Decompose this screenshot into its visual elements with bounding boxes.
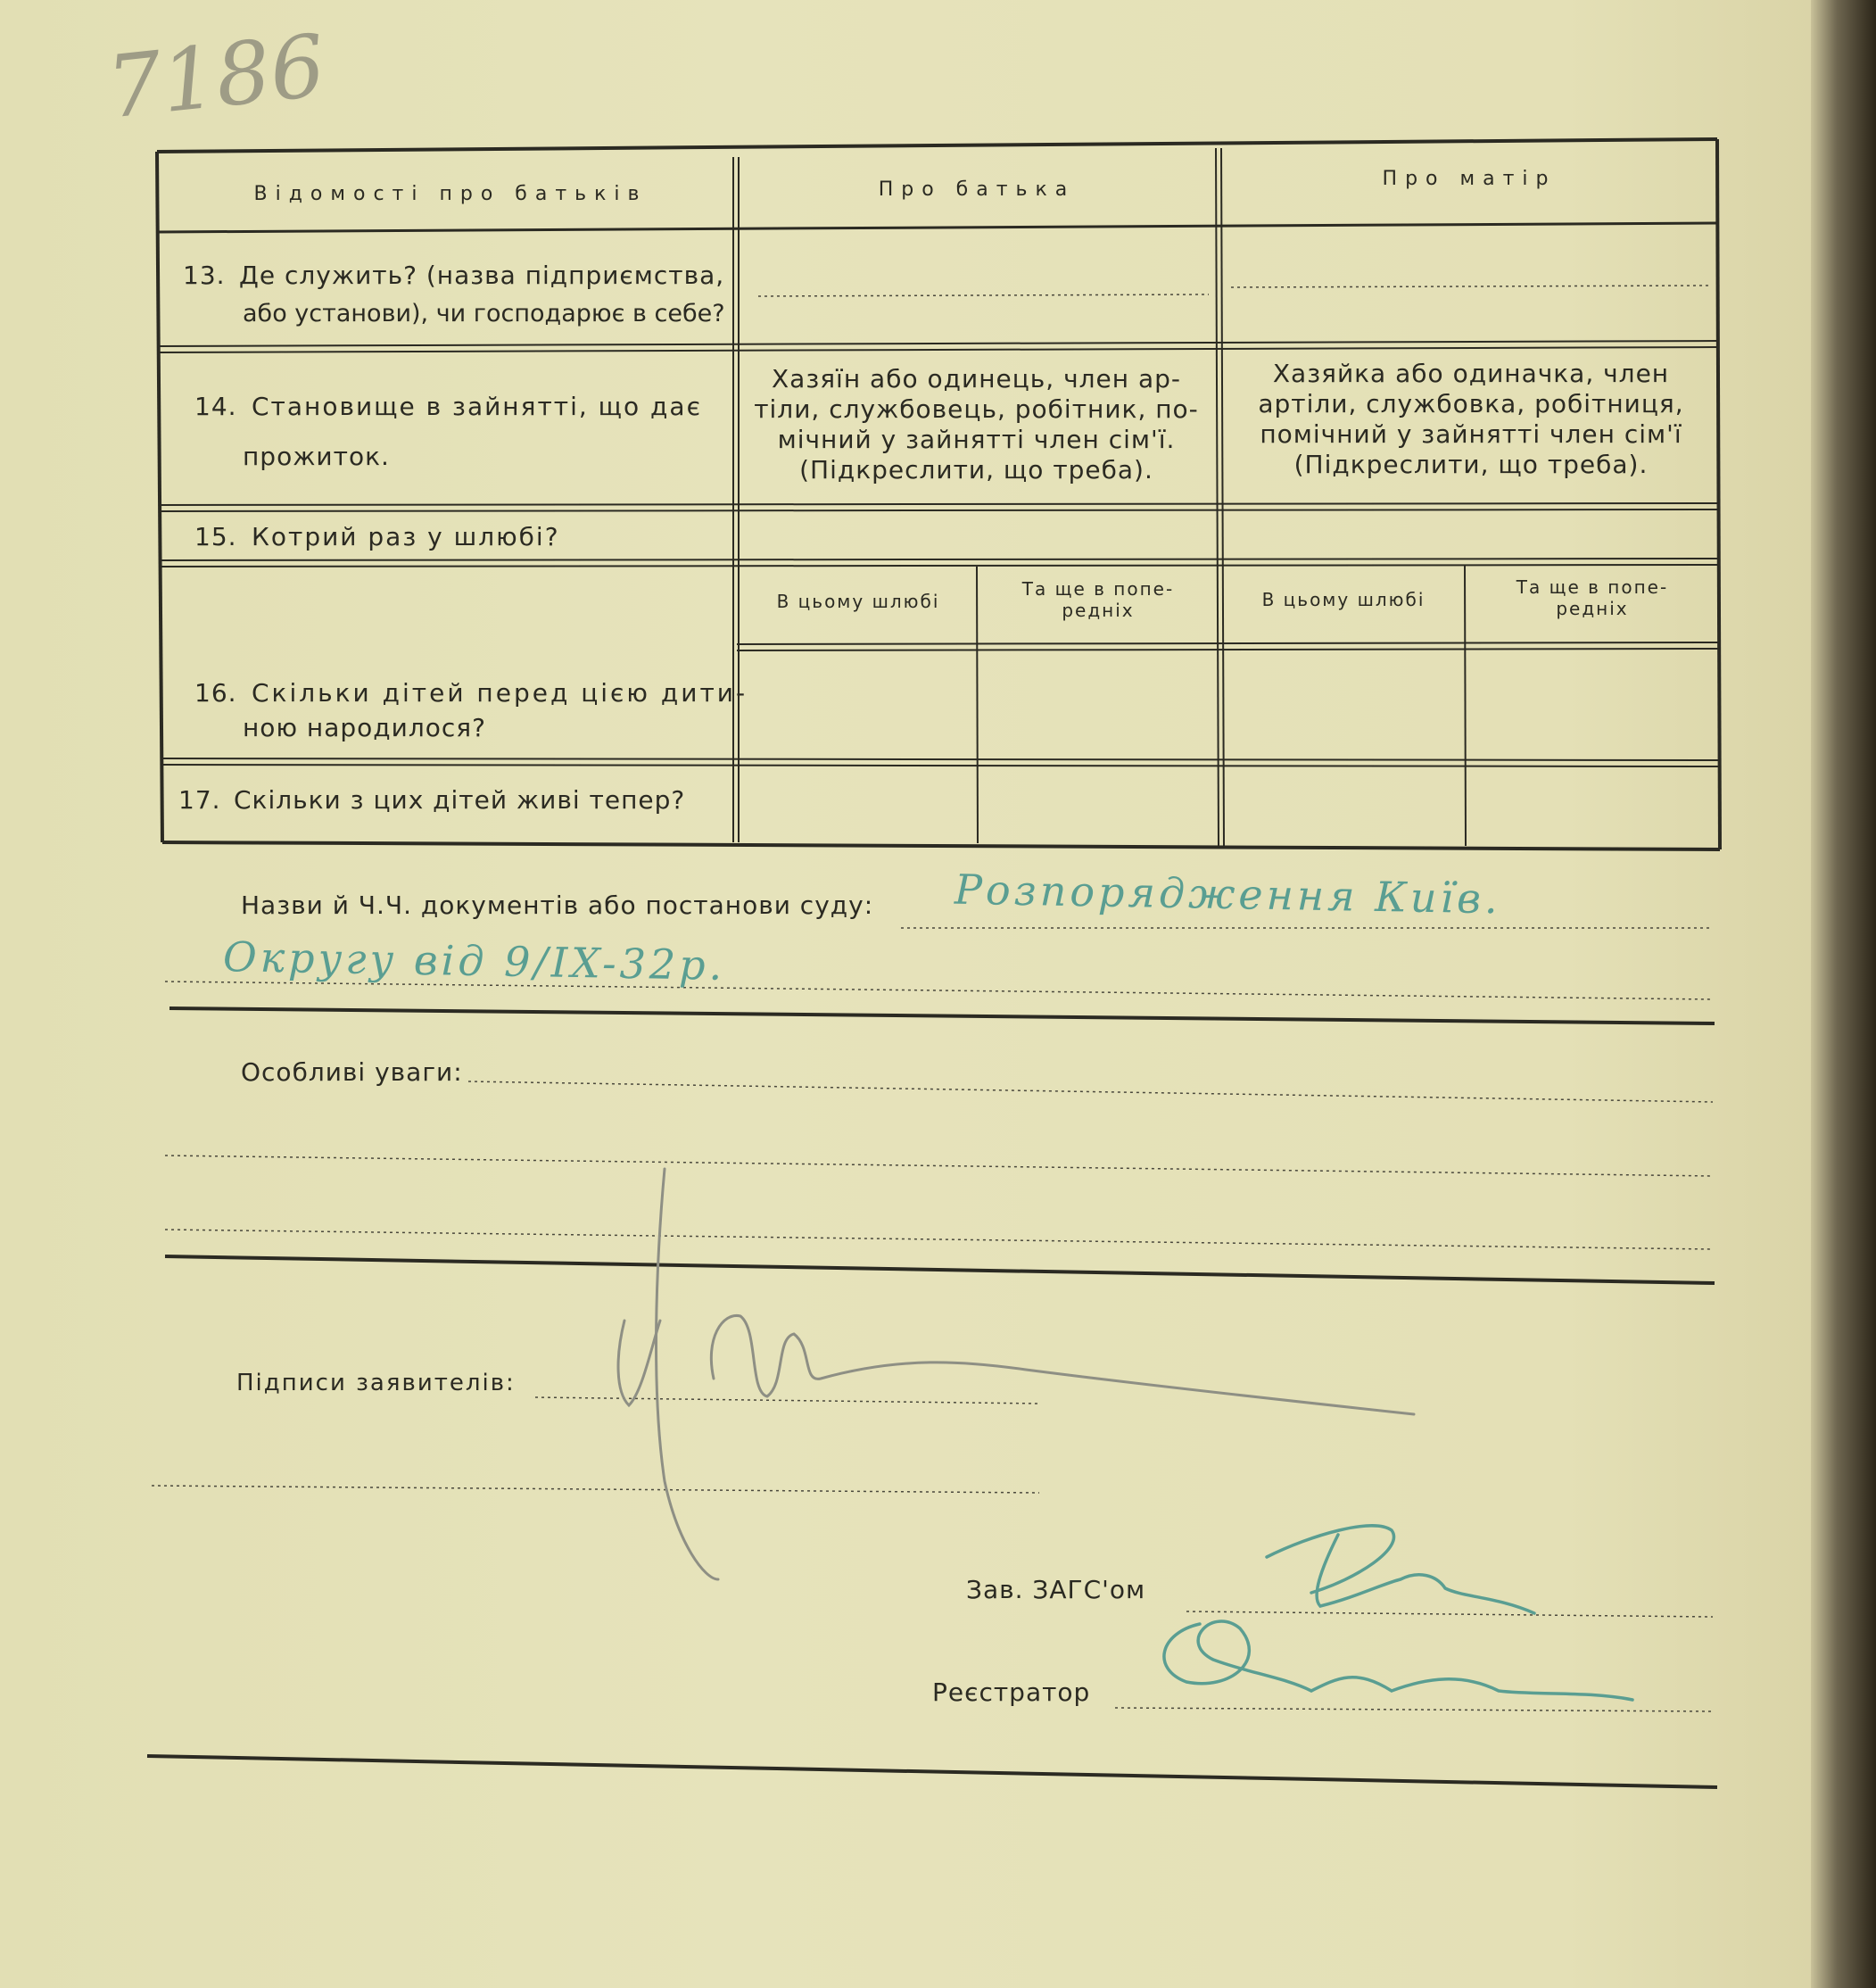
row-16-number: 16.: [194, 678, 237, 708]
row-16-label-line1: Скільки дітей перед цією дити-: [252, 678, 748, 708]
father-sub-previous: Та ще в попе- редніх: [1021, 578, 1175, 621]
row-17-label: Скільки з цих дітей живі тепер?: [234, 785, 686, 815]
row-13-number: 13.: [183, 261, 226, 290]
header-parents-info: Відомості про батьків: [253, 183, 648, 205]
row-15-label: Котрий раз у шлюбі?: [252, 522, 560, 551]
zags-head-label: Зав. ЗАГС'ом: [966, 1575, 1146, 1604]
mother-sub-this-marriage: В цьому шлюбі: [1261, 589, 1426, 610]
row-14-mother-options: [1227, 359, 1715, 480]
mother-sub-previous: Та ще в попе- редніх: [1516, 576, 1669, 619]
row-14-label-line1: Становище в зайнятті, що дає: [252, 392, 702, 421]
documents-label: Назви й Ч.Ч. документів або постанови суду:: [241, 890, 874, 920]
documents-handwritten-line1: Розпорядження Київ.: [954, 865, 1502, 924]
father-option-line: Хазяїн або одинець, член ар-: [771, 364, 1181, 393]
row-14-number: 14.: [194, 392, 237, 421]
father-option-line: мічний у зайнятті член сім'ї.: [777, 425, 1176, 454]
applicants-signatures-label: Підписи заявителів:: [236, 1370, 516, 1396]
row-17-number: 17.: [178, 785, 221, 815]
mother-option-line: помічний у зайнятті член сім'ї: [1260, 419, 1682, 449]
header-about-mother: Про матір: [1382, 168, 1557, 190]
notes-label: Особливі уваги:: [241, 1057, 463, 1087]
row-14-father-options: [742, 364, 1211, 485]
father-sub-this-marriage: В цьому шлюбі: [776, 591, 940, 612]
row-13-label-line2: або установи), чи господарює в себе?: [243, 300, 725, 327]
row-16-label-line2: ною народилося?: [243, 713, 486, 742]
documents-handwritten-line2: Округу від 9/IX-32р.: [222, 932, 726, 990]
mother-option-line: артіли, службовка, робітниця,: [1258, 389, 1684, 418]
registrar-label: Реєстратор: [932, 1677, 1091, 1707]
row-13-label-line1: Де служить? (назва підприємства,: [239, 261, 725, 290]
row-14-label-line2: прожиток.: [243, 442, 390, 471]
archive-number: 7186: [102, 15, 330, 138]
mother-option-line: Хазяйка або одиначка, член: [1272, 359, 1670, 388]
mother-option-line: (Підкреслити, що треба).: [1293, 450, 1649, 479]
header-about-father: Про батька: [878, 178, 1076, 201]
row-15-number: 15.: [194, 522, 237, 551]
father-option-line: тіли, службовець, робітник, по-: [754, 394, 1199, 424]
father-option-line: (Підкреслити, що треба).: [799, 455, 1153, 485]
